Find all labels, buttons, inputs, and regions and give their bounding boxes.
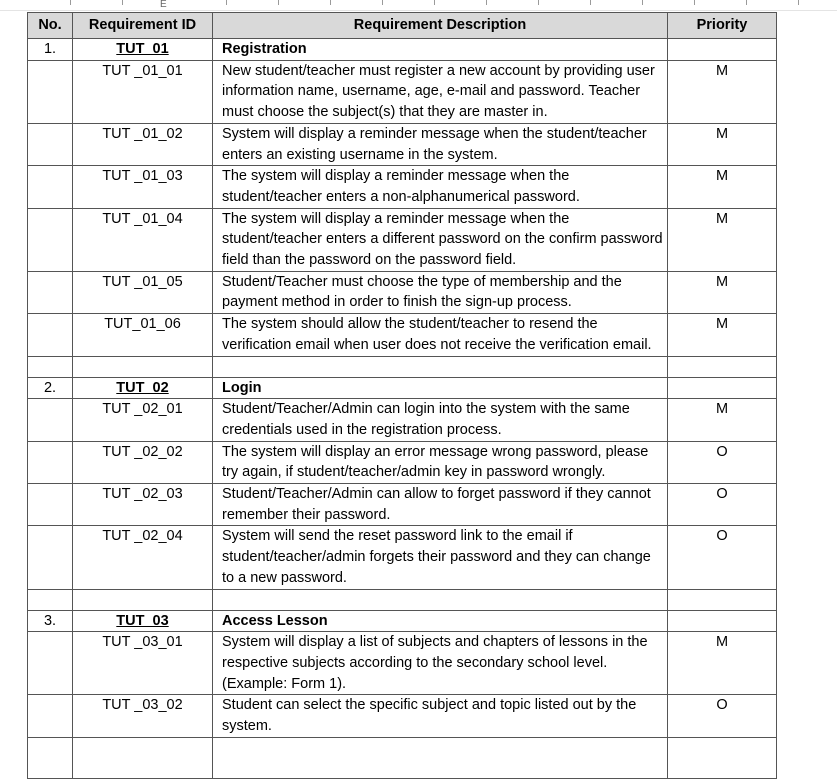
table-row — [28, 60, 777, 123]
requirement-id: TUT _02_04 — [73, 526, 213, 589]
empty-cell — [28, 60, 73, 123]
header-requirement-description: Requirement Description — [213, 13, 668, 39]
table-row — [28, 632, 777, 695]
header-requirement-id: Requirement ID — [73, 13, 213, 39]
requirement-priority: M — [668, 166, 777, 208]
requirement-description: Student can select the specific subject and topic listed out by the system. — [213, 695, 668, 737]
section-no: 2. — [28, 377, 73, 399]
requirement-description: The system will display a reminder message when the student/teacher enters a different password on the confirm password field than the password on the password field. — [213, 208, 668, 271]
requirement-id: TUT _01_01 — [73, 60, 213, 123]
header-no: No. — [28, 13, 73, 39]
empty-cell — [28, 123, 73, 165]
requirement-description: Student/Teacher/Admin can login into the system with the same credentials used in the registration process. — [213, 399, 668, 441]
requirement-priority: O — [668, 695, 777, 737]
empty-cell — [28, 208, 73, 271]
requirement-description: The system will display an error message wrong password, please try again, if student/teacher/admin key in password wrongly. — [213, 441, 668, 483]
requirements-table — [27, 12, 777, 779]
section-id: TUT_03 — [73, 610, 213, 632]
section-no: 3. — [28, 610, 73, 632]
requirement-priority: M — [668, 123, 777, 165]
requirement-description: The system will display a reminder message when the student/teacher enters a non-alphanumerical password. — [213, 166, 668, 208]
requirement-id: TUT _01_04 — [73, 208, 213, 271]
table-row — [28, 166, 777, 208]
section-title: Access Lesson — [213, 610, 668, 632]
requirement-priority: M — [668, 314, 777, 356]
requirement-priority: O — [668, 484, 777, 526]
empty-cell — [28, 695, 73, 737]
table-row — [28, 526, 777, 589]
empty-cell — [668, 39, 777, 61]
table-row — [28, 271, 777, 313]
requirement-priority: M — [668, 632, 777, 695]
empty-cell — [28, 399, 73, 441]
requirement-priority: M — [668, 399, 777, 441]
table-row — [28, 314, 777, 356]
header-priority: Priority — [668, 13, 777, 39]
section-row — [28, 39, 777, 61]
requirement-description: System will send the reset password link to the email if student/teacher/admin forgets their password and they can change to a new password. — [213, 526, 668, 589]
empty-cell — [668, 610, 777, 632]
empty-cell — [668, 377, 777, 399]
empty-cell — [28, 632, 73, 695]
requirement-description: New student/teacher must register a new account by providing user information name, username, age, e-mail and password. Teacher must choose the subject(s) that they are master in. — [213, 60, 668, 123]
requirement-id: TUT _01_05 — [73, 271, 213, 313]
table-row-continued — [28, 737, 777, 778]
requirement-priority: O — [668, 441, 777, 483]
requirement-id: TUT _02_03 — [73, 484, 213, 526]
table-row — [28, 441, 777, 483]
section-row — [28, 377, 777, 399]
section-title: Login — [213, 377, 668, 399]
empty-cell — [28, 441, 73, 483]
requirement-description: System will display a reminder message when the student/teacher enters an existing username in the system. — [213, 123, 668, 165]
requirement-description: Student/Teacher must choose the type of membership and the payment method in order to finish the sign-up process. — [213, 271, 668, 313]
requirement-description: System will display a list of subjects and chapters of lessons in the respective subjects according to the secondary school level. (Example: Form 1). — [213, 632, 668, 695]
empty-cell — [28, 314, 73, 356]
requirement-priority: O — [668, 526, 777, 589]
table-row — [28, 123, 777, 165]
requirement-priority: M — [668, 60, 777, 123]
table-row — [28, 484, 777, 526]
empty-cell — [28, 484, 73, 526]
requirement-id: TUT _02_02 — [73, 441, 213, 483]
empty-cell — [28, 166, 73, 208]
requirement-description: Student/Teacher/Admin can allow to forget password if they cannot remember their password. — [213, 484, 668, 526]
empty-cell — [28, 271, 73, 313]
spacer-row — [28, 356, 777, 377]
section-no: 1. — [28, 39, 73, 61]
requirement-id: TUT _03_01 — [73, 632, 213, 695]
section-row — [28, 610, 777, 632]
requirement-id: TUT _03_02 — [73, 695, 213, 737]
indent-marker[interactable]: E — [160, 0, 167, 10]
requirement-priority: M — [668, 271, 777, 313]
requirement-id: TUT_01_06 — [73, 314, 213, 356]
empty-cell — [28, 526, 73, 589]
spacer-row — [28, 589, 777, 610]
header-row — [28, 13, 777, 39]
section-id: TUT_01 — [73, 39, 213, 61]
table-row — [28, 399, 777, 441]
requirement-description: The system should allow the student/teacher to resend the verification email when user does not receive the verification email. — [213, 314, 668, 356]
requirement-id: TUT _01_03 — [73, 166, 213, 208]
requirement-id: TUT _02_01 — [73, 399, 213, 441]
table-row — [28, 208, 777, 271]
ruler — [0, 0, 837, 11]
requirement-id: TUT _01_02 — [73, 123, 213, 165]
table-row — [28, 695, 777, 737]
section-id: TUT_02 — [73, 377, 213, 399]
section-title: Registration — [213, 39, 668, 61]
requirement-priority: M — [668, 208, 777, 271]
